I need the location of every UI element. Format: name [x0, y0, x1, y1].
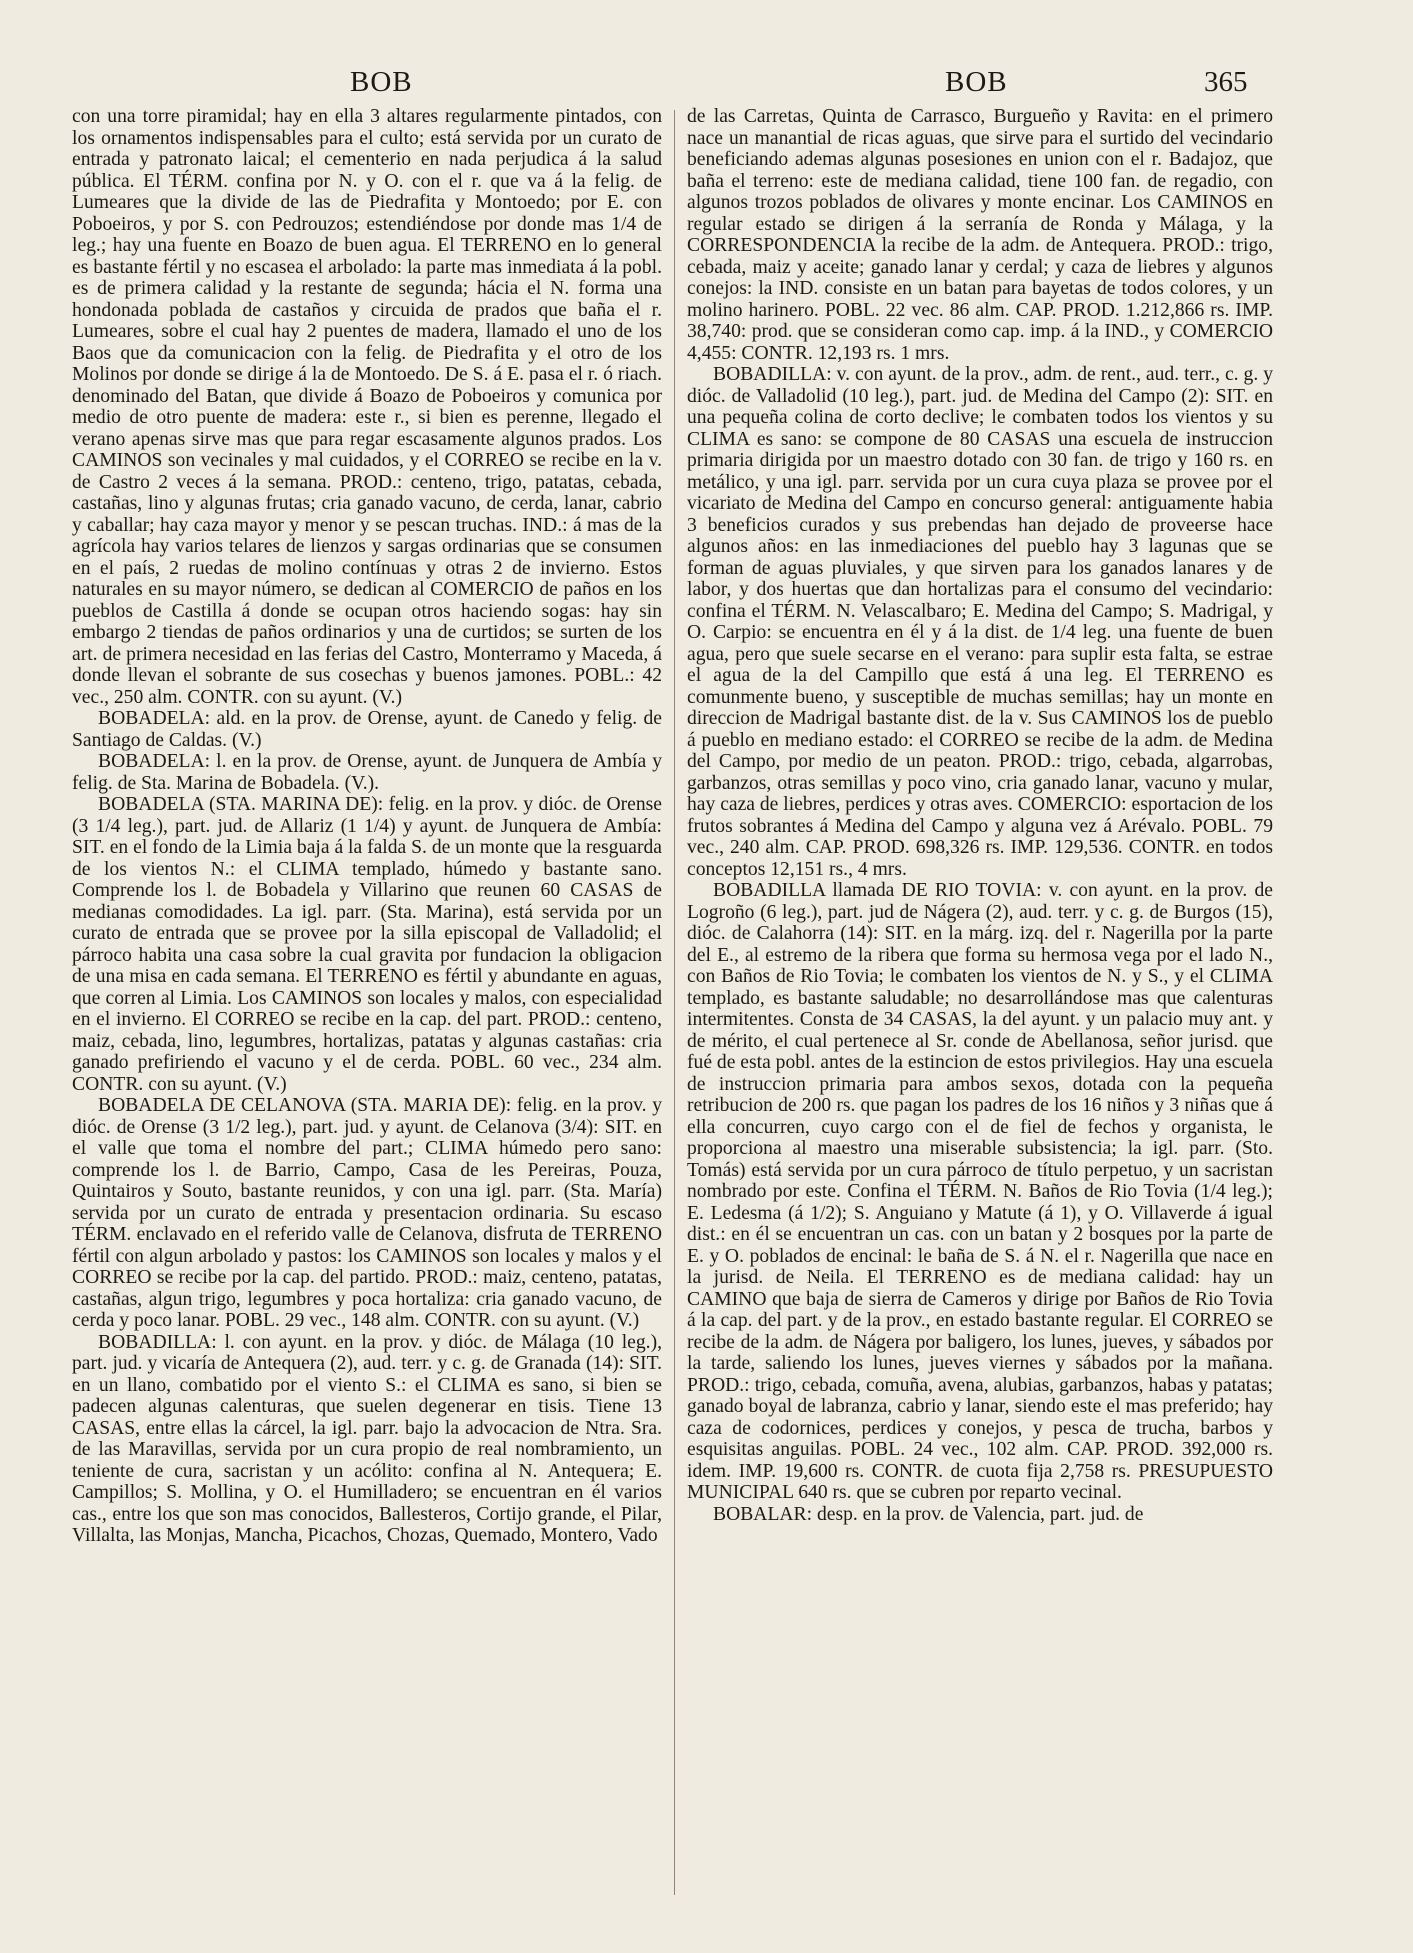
page-number: 365 [1204, 66, 1248, 98]
entry-bobalar: BOBALAR: desp. en la prov. de Valencia, part. jud. de [713, 1503, 1144, 1525]
paragraph-continuation: con una torre piramidal; hay en ella 3 altares regularmente pintados, con los ornamentos indispensables para el culto; está servida por un curato de entrada y patronato laical; el cementerio en nada perjudica á la salud pública. El TÉRM. confina por N. y O. con el r. que va á la felig. de Lumeares que la divide de las de Piedrafita y Montoedo; por E. con Poboeiros, y por S. con Pedrouzos; estendiéndose por donde mas 1/4 de leg.; hay una fuente en Boazo de buen agua. El TERRENO en lo general es bastante fértil y no escasea el arbolado: la parte mas inmediata á la pobl. es de primera calidad y la restante de segunda; hácia el N. forma una hondonada poblada de castaños y circuida de prados que baña el r. Lumeares, sobre el cual hay 2 puentes de madera, llamado el uno de los Baos que da comunicacion con la felig. de Piedrafita y el otro de los Molinos por donde se dirige á la de Montoedo. De S. á E. pasa el r. ó riach. denominado del Batan, que divide á Boazo de Poboeiros y comunica por medio de otro puente de madera: este r., si bien es perenne, llegado el verano apenas sirve mas que para regar escasamente algunos prados. Los CAMINOS son vecinales y mal cuidados, y el CORREO se recibe en la v. de Castro 2 veces á la semana. PROD.: centeno, trigo, patatas, cebada, castañas, lino y algunas frutas; cria ganado vacuno, de cerda, lanar, cabrio y caballar; hay caza mayor y menor y se pescan truchas. IND.: á mas de la agrícola hay varios telares de lienzos y sargas ordinarias que se consumen en el país, 2 ruedas de molino contínuas y otras 2 de invierno. Estos naturales en su mayor número, se dedican al COMERCIO de paños en los pueblos de Castilla á donde se ocupan otros haciendo sogas: hay sin embargo 2 tiendas de paños ordinarios y una de curtidos; se surten de los art. de primera necesidad en las ferias del Castro, Monterramo y Maceda, á donde llevan el sobrante de sus cosechas y buenos jamones. POBL.: 42 vec., 250 alm. CONTR. con su ayunt. (V.) [72, 106, 662, 708]
running-head-left: BOB [350, 66, 413, 98]
running-head-right: BOB [945, 66, 1008, 98]
entry-bobadilla-valladolid: BOBADILLA: v. con ayunt. de la prov., adm. de rent., aud. terr., c. g. y dióc. de Valladolid (10 leg.), part. jud. de Medina del Campo (2): SIT. en una pequeña colina de corto declive; le combaten todos los vientos y su CLIMA es sano: se compone de 80 CASAS una escuela de instruccion primaria dirigida por un maestro dotado con 30 fan. de trigo y 160 rs. en metálico, y una igl. parr. servida por un cura cuya plaza se provee por el vicariato de Medina del Campo en concurso general: antiguamente habia 3 beneficios curados y sus prebendas han dejado de proveerse hace algunos años: en las inmediaciones del pueblo hay 3 lagunas que se forman de aguas pluviales, y que sirven para los ganados lanares y de labor, y dos huertas que dan hortalizas para el consumo del vecindario: confina el TÉRM. N. Velascalbaro; E. Medina del Campo; S. Madrigal, y O. Carpio: se encuentra en él y á la dist. de 1/4 leg. una fuente de buen agua, pero que suele secarse en el verano: para suplir esta falta, se estrae el agua de la del Campillo que está á una leg. El TERRENO es comunmente bueno, y susceptible de muchas semillas; hay un monte en direccion de Madrigal bastante dist. de la v. Sus CAMINOS los de pueblo á pueblo en mediano estado: el CORREO se recibe de la adm. de Medina del Campo, por medio de un peaton. PROD.: trigo, cebada, algarrobas, garbanzos, otras semillas y poco vino, cria ganado lanar, vacuno y mular, hay caza de liebres, perdices y otras aves. COMERCIO: esportacion de los frutos sobrantes á Medina del Campo y alguna vez á Arévalo. POBL. 79 vec., 240 alm. CAP. PROD. 698,326 rs. IMP. 129,536. CONTR. en todos conceptos 12,151 rs., 4 mrs. [687, 364, 1273, 880]
entry-bobadela-sta-marina: BOBADELA (STA. MARINA DE): felig. en la prov. y dióc. de Orense (3 1/4 leg.), part. jud. de Allariz (1 1/4) y ayunt. de Junquera de Ambía: SIT. en el fondo de la Limia baja á la falda S. de un monte que la resguarda de los vientos N.: el CLIMA templado, húmedo y bastante sano. Comprende los l. de Bobadela y Villarino que reunen 60 CASAS de medianas comodidades. La igl. parr. (Sta. Marina), está servida por un curato de entrada que se provee por la silla episcopal de Valladolid; el párroco habita una casa sobre la cual gravita por fundacion la obligacion de una misa en cada semana. El TERRENO es fértil y abundante en aguas, que corren al Limia. Los CAMINOS son locales y malos, con especialidad en el invierno. El CORREO se recibe en la cap. del part. PROD.: centeno, maiz, cebada, lino, legumbres, hortalizas, patatas y algunas castañas: cria ganado prefiriendo el vacuno y el de cerda. POBL. 60 vec., 234 alm. CONTR. con su ayunt. (V.) [72, 794, 662, 1095]
entry-bobadilla-rio-tovia: BOBADILLA llamada DE RIO TOVIA: v. con ayunt. en la prov. de Logroño (6 leg.), part. jud de Nágera (2), aud. terr. y c. g. de Burgos (15), dióc. de Calahorra (14): SIT. en la márg. izq. del r. Nagerilla por la parte del E., al estremo de la ribera que forma su hermosa vega por el lado N., con Baños de Rio Tovia; le combaten los vientos de N. y S., y el CLIMA templado, es bastante saludable; no desarrollándose mas que calenturas intermitentes. Consta de 34 CASAS, la del ayunt. y un palacio muy ant. y de mérito, el cual pertenece al Sr. conde de Abellanosa, señor jurisd. que fué de esta pobl. antes de la estincion de estos privilegios. Hay una escuela de instruccion primaria para ambos sexos, dotada con la pequeña retribucion de 200 rs. que pagan los padres de los 16 niños y 3 niñas que á ella concurren, cuyo cargo con el de fiel de fechos y organista, le proporciona al maestro una miserable subsistencia; la igl. parr. (Sto. Tomás) está servida por un cura párroco de título perpetuo, y un sacristan nombrado por este. Confina el TÉRM. N. Baños de Rio Tovia (1/4 leg.); E. Ledesma (á 1/2); S. Anguiano y Matute (á 1), y O. Villaverde á igual dist.: en él se encuentran un cas. con un batan y 2 bosques por la parte de E. y O. poblados de encinal: le baña de S. á N. el r. Nagerilla que nace en la jurisd. de Neila. El TERRENO es de mediana calidad: hay un CAMINO que baja de sierra de Cameros y dirige por Baños de Rio Tovia á la cap. del part. y de la prov., en estado bastante regular. El CORREO se recibe de la adm. de Nágera por baligero, los lunes, jueves, y sábados por la tarde, saliendo los lunes, jueves viernes y sábados por la mañana. PROD.: trigo, cebada, comuña, avena, alubias, garbanzos, habas y patatas; ganado boyal de labranza, cabrio y lanar, siendo este el mas preferido; hay caza de codornices, perdices y conejos, y pesca de trucha, barbos y esquisitas anguilas. POBL. 24 vec., 102 alm. CAP. PROD. 392,000 rs. idem. IMP. 19,600 rs. CONTR. de cuota fija 2,758 rs. PRESUPUESTO MUNICIPAL 640 rs. que se cubren por reparto vecinal. [687, 880, 1273, 1503]
entry-bobadela-caldas: BOBADELA: ald. en la prov. de Orense, ayunt. de Canedo y felig. de Santiago de Caldas. (V.) [72, 708, 662, 751]
entry-bobadela-junquera: BOBADELA: l. en la prov. de Orense, ayunt. de Junquera de Ambía y felig. de Sta. Marina de Bobadela. (V.). [72, 751, 662, 794]
paragraph-continuation-right: de las Carretas, Quinta de Carrasco, Burgueño y Ravita: en el primero nace un manantial de ricas aguas, que sirve para el surtido del vecindario beneficiando ademas algunas posesiones en union con el r. Badajoz, que baña el terreno: este de mediana calidad, tiene 100 fan. de regadio, con algunos trozos poblados de olivares y monte encinar. Los CAMINOS en regular estado se dirigen á la serranía de Ronda y Málaga, y la CORRESPONDENCIA la recibe de la adm. de Antequera. PROD.: trigo, cebada, maiz y aceite; ganado lanar y cerdal; y caza de liebres y algunos conejos: la IND. consiste en un batan para bayetas de todos colores, y un molino harinero. POBL. 22 vec. 86 alm. CAP. PROD. 1.212,866 rs. IMP. 38,740: prod. que se consideran como cap. imp. á la IND., y COMERCIO 4,455: CONTR. 12,193 rs. 1 mrs. [687, 106, 1273, 364]
entry-bobadela-celanova: BOBADELA DE CELANOVA (STA. MARIA DE): felig. en la prov. y dióc. de Orense (3 1/2 leg.), part. jud. y ayunt. de Celanova (3/4): SIT. en el valle que toma el nombre del part.; CLIMA húmedo pero sano: comprende los l. de Barrio, Campo, Casa de les Pereiras, Pouza, Quintairos y Souto, bastante reunidos, y con una igl. parr. (Sta. María) servida por un curato de entrada y presentacion ordinaria. Su escaso TÉRM. enclavado en el referido valle de Celanova, disfruta de TERRENO fértil con algun arbolado y pastos: los CAMINOS son locales y malos y el CORREO se recibe por la cap. del partido. PROD.: maiz, centeno, patatas, castañas, algun trigo, legumbres y poca hortaliza: cria ganado vacuno, de cerda y poco lanar. POBL. 29 vec., 148 alm. CONTR. con su ayunt. (V.) [72, 1095, 662, 1331]
entry-bobadilla-malaga: BOBADILLA: l. con ayunt. en la prov. y dióc. de Málaga (10 leg.), part. jud. y vicaría de Antequera (2), aud. terr. y c. g. de Granada (14): SIT. en un llano, combatido por el viento S.: el CLIMA es sano, si bien se padecen algunas calenturas, que suelen degenerar en tisis. Tiene 13 CASAS, entre ellas la cárcel, la igl. parr. bajo la advocacion de Ntra. Sra. de las Maravillas, servida por un cura propio de real nombramiento, un teniente de cura, sacristan y un acólito: confina al N. Antequera; E. Campillos; S. Mollina, y O. el Humilladero; se encuentran en él varios cas., entre los que son mas conocidos, Ballesteros, Cortijo grande, el Pilar, Villalta, las Monjas, Mancha, Picachos, Chozas, Quemado, Montero, Vado [72, 1331, 662, 1546]
left-column [72, 106, 662, 1547]
column-divider [674, 110, 675, 1895]
right-column [687, 106, 1273, 1525]
